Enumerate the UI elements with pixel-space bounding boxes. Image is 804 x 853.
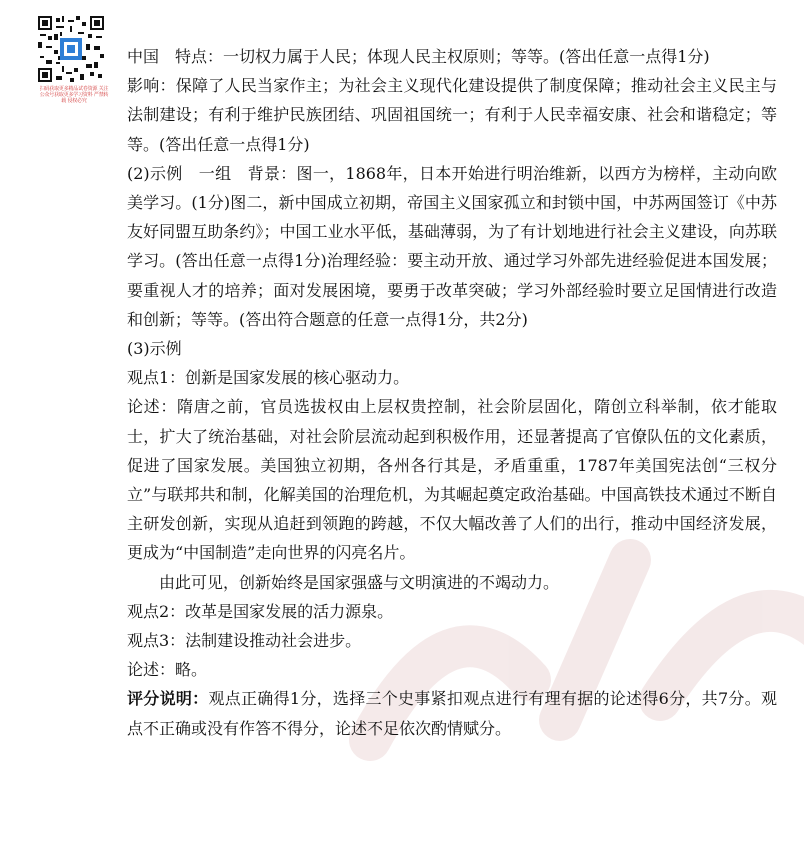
answer-line-viewpoint1: 观点1：创新是国家发展的核心驱动力。 [127,368,410,388]
answer-line-part3-heading: (3)示例 [127,339,182,359]
answer-line-china-features: 中国 特点：一切权力属于人民；体现人民主权原则；等等。(答出任意一点得1分) [127,47,710,66]
answer-line-viewpoint3: 观点3：法制建设推动社会进步。 [127,631,362,651]
answer-line-argument-omitted: 论述：略。 [127,660,208,680]
answer-line-conclusion: 由此可见，创新始终是国家强盛与文明演进的不竭动力。 [159,572,560,592]
answer-line-viewpoint2: 观点2：改革是国家发展的活力源泉。 [127,601,394,621]
scoring-text: 观点正确得1分，选择三个史事紧扣观点进行有理有据的论述得6分，共7分。观点不正确或没有作答不得分，论述不足依次酌情赋分。 [127,689,777,738]
answer-line-argument1: 论述：隋唐之前，官员选拔权由上层权贵控制，社会阶层固化，隋创立科举制，依才能取士，扩大了统治基础，对社会阶层流动起到积极作用，还显著提高了官僚队伍的文化素质，促进了国家发展。美国独立初期，各州各行其是，矛盾重重，1787年美国宪法创“三权分立”与联邦共和制，化解美国的治理危机，为其崛起奠定政治基础。中国高铁技术通过不断自主研发创新，实现从追赶到领跑的跨越，不仅大幅改善了人们的出行，推动中国经济发展，更成为“中国制造”走向世界的闪亮名片。 [127,397,777,563]
qr-caption: 扫码获取更多精品试卷资源 关注公众号获取更多学习资料 严禁转载 侵权必究 [39,86,109,104]
qr-code-block [38,16,110,104]
qr-code-icon [38,16,104,82]
answer-content [127,42,777,743]
answer-line-part2-example: (2)示例 一组 背景：图一，1868年，日本开始进行明治维新，以西方为榜样，主动向欧美学习。(1分)图二，新中国成立初期，帝国主义国家孤立和封锁中国，中苏两国签订《中苏友好同盟互助条约》；中国工业水平低，基础薄弱，为了有计划地进行社会主义建设，向苏联学习。(答出任意一点得1分)治理经验：要主动开放、通过学习外部先进经验促进本国发展；要重视人才的培养；面对发展困境，要勇于改革突破；学习外部经验时要立足国情进行改造和创新；等等。(答出符合题意的任意一点得1分，共2分) [127,163,777,329]
scoring-note [127,684,777,742]
scoring-label: 评分说明： [127,689,209,709]
answer-line-impact: 影响：保障了人民当家作主；为社会主义现代化建设提供了制度保障；推动社会主义民主与法制建设；有利于维护民族团结、巩固祖国统一；有利于人民幸福安康、社会和谐稳定；等等。(答出任意一点得1分) [127,76,777,154]
